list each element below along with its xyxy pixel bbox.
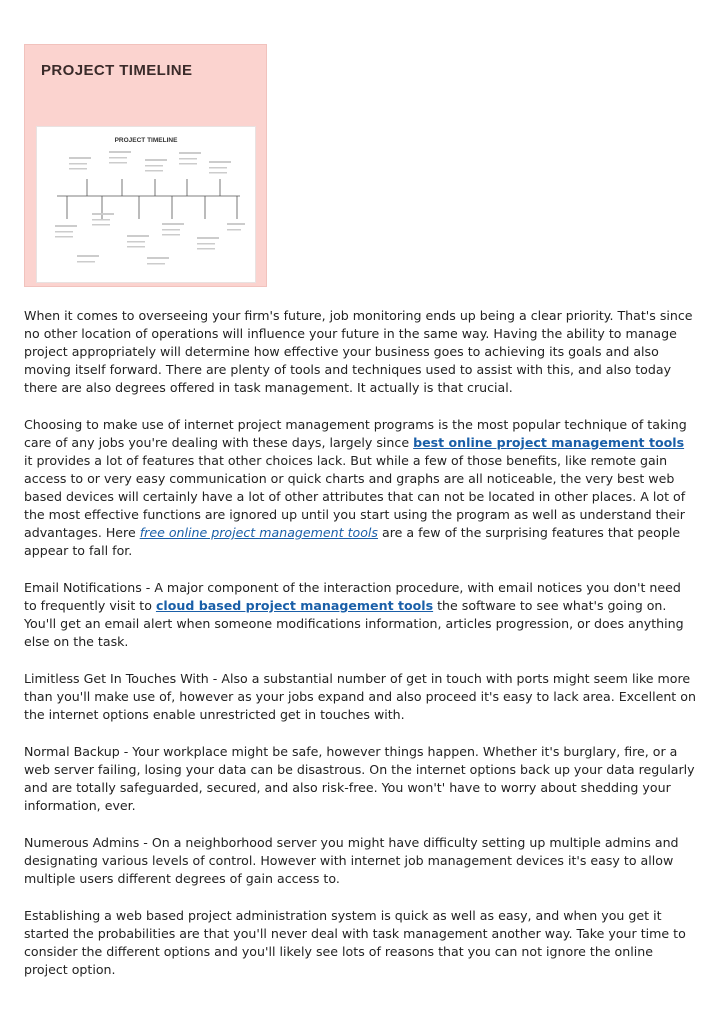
paragraph-email-notifications	[24, 579, 696, 651]
paragraph-conclusion: Establishing a web based project administration system is quick as well as easy, and when you get it started the probabilities are that you'll never deal with task management another way. Take your time to consider the different options and you'll likely see lots of reasons that you can not ignore the online project option.	[24, 908, 686, 977]
card-title: PROJECT TIMELINE	[114, 137, 178, 144]
paragraph-online-tools	[24, 416, 696, 560]
paragraph-numerous-admins: Numerous Admins - On a neighborhood server you might have difficulty setting up multiple admins and designating various levels of control. However with internet job management devices it's easy to allow multiple users different degrees of gain access to.	[24, 835, 679, 886]
cloud-based-project-management-tools-link[interactable]: cloud based project management tools	[155, 598, 434, 613]
text-segment: Choosing to make use of internet project management programs is the most popular technique of taking care of any jobs you're dealing with these days, largely since	[24, 417, 687, 450]
paragraph-normal-backup: Normal Backup - Your workplace might be safe, however things happen. Whether it's burglary, fire, or a web server failing, losing your data can be disastrous. On the internet options back up your data regularly and are totally safeguarded, secured, and also risk-free. You won't' have to worry about shedding your information, ever.	[24, 744, 695, 813]
paragraph-intro: When it comes to overseeing your firm's future, job monitoring ends up being a clear priority. That's since no other location of operations will influence your future in the same way. Having the ability to manage project appropriately will determine how effective your business goes to achieving its goals and also moving itself forward. There are plenty of tools and techniques used to assist with this, and also today there are also degrees offered in task management. It actually is that crucial.	[24, 308, 693, 395]
best-online-project-management-tools-link[interactable]: best online project management tools	[413, 435, 685, 450]
article-body	[24, 307, 696, 998]
image-title: PROJECT TIMELINE	[41, 62, 193, 79]
free-online-project-management-tools-link[interactable]: free online project management tools	[139, 525, 378, 540]
text-segment: are a few of the surprising features that people appear to fall for.	[24, 525, 681, 558]
timeline-graphic	[37, 127, 257, 284]
text-segment: the software to see what's going on. You'll get an email alert when someone modifications information, articles progression, or does anything else on the task.	[24, 598, 684, 649]
text-segment: it provides a lot of features that other choices lack. But while a few of those benefits, like remote gain access to or very easy communication or quick charts and graphs are all noticeable, the very best web based devices will certainly have a lot of other attributes that can not be located in other places. A lot of the most effective functions are ignored up until you start using the program as well as understand their advantages. Here	[24, 453, 686, 540]
timeline-template-card	[36, 126, 256, 283]
project-timeline-image	[24, 44, 267, 287]
text-segment: Email Notifications - A major component of the interaction procedure, with email notices you don't need to frequently visit to	[24, 580, 681, 613]
paragraph-limitless-contacts: Limitless Get In Touches With - Also a substantial number of get in touch with ports might seem like more than you'll make use of, however as your jobs expand and also proceed it's easy to lack area. Excellent on the internet options enable unrestricted get in touches with.	[24, 671, 696, 722]
